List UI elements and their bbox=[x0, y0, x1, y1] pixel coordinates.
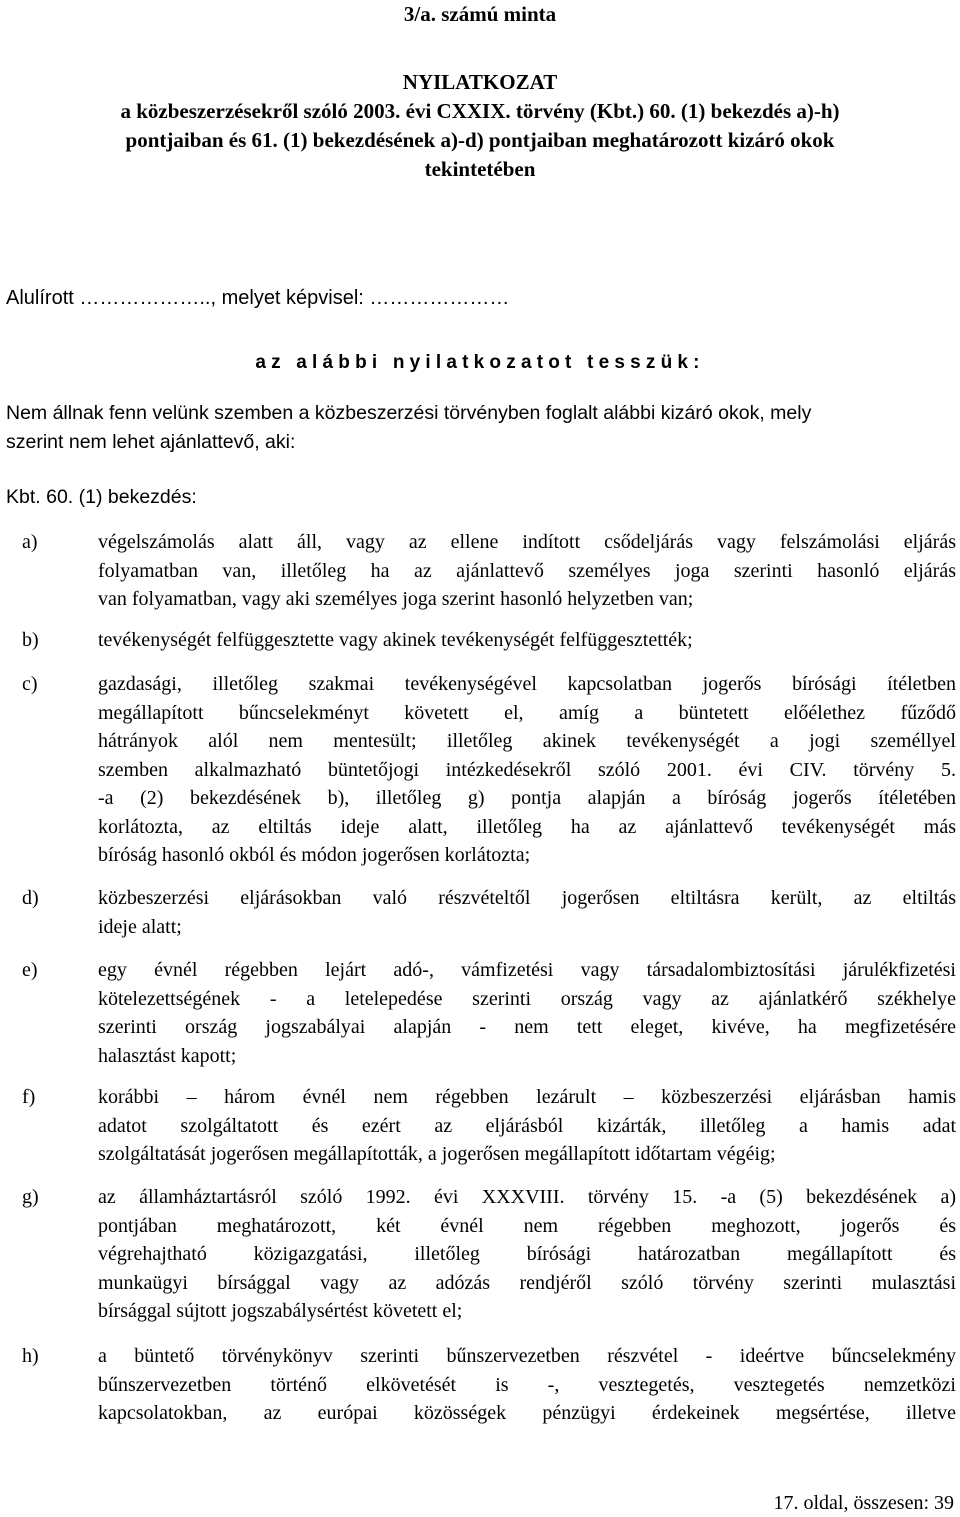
clause-line: ideje alatt; bbox=[98, 915, 182, 938]
clause-letter: g) bbox=[22, 1186, 39, 1208]
clause-line: hátrányok alól nem mentesült; illetőleg akinek tevékenységét a jogi személlyel bbox=[98, 730, 956, 752]
clause-line: bűnszervezetben történő elkövetését is -, vesztegetés, vesztegetés nemzetközi bbox=[98, 1373, 956, 1396]
clause-line: tevékenységét felfüggesztette vagy akinek tevékenységét felfüggesztették; bbox=[98, 629, 693, 651]
kbt-section-heading: Kbt. 60. (1) bekezdés: bbox=[6, 486, 197, 508]
clause-line: megállapított bűncselekményt követett el, amíg a büntetett előélethez fűződő bbox=[98, 701, 956, 724]
clause-letter: b) bbox=[22, 629, 39, 651]
clause-text bbox=[98, 1342, 956, 1428]
clause-line: bírsággal sújtott jogszabálysértést követett el; bbox=[98, 1300, 463, 1322]
intro-paragraph bbox=[6, 399, 954, 457]
clause-line: korábbi – három évnél nem régebben lezárult – közbeszerzési eljárásban hamis bbox=[98, 1086, 956, 1108]
title-line: pontjaiban és 61. (1) bekezdésének a)-d) pontjaiban meghatározott kizáró okok bbox=[125, 128, 835, 152]
clause-line: közbeszerzési eljárásokban való részvételtől jogerősen eltiltásra került, az eltiltás bbox=[98, 887, 956, 909]
clause-text bbox=[98, 1083, 956, 1169]
clause-line: halasztást kapott; bbox=[98, 1044, 237, 1067]
page-number-footer: 17. oldal, összesen: 39 bbox=[773, 1492, 954, 1514]
clause-line: folyamatban van, illetőleg ha az ajánlattevő személyes joga szerinti hasonló eljárás bbox=[98, 559, 956, 582]
title-line: a közbeszerzésekről szóló 2003. évi CXXIX. törvény (Kbt.) 60. (1) bekezdés a)-h) bbox=[120, 99, 840, 123]
clause-line: adatot szolgáltatott és ezért az eljárásból kizárták, illetőleg a hamis adat bbox=[98, 1114, 956, 1137]
clause-line: munkaügyi bírsággal vagy az adózás rendjéről szóló törvény szerinti mulasztási bbox=[98, 1271, 956, 1294]
clause-line: végelszámolás alatt áll, vagy az ellene indított csődeljárás vagy felszámolási eljárás bbox=[98, 531, 956, 553]
clause-line: kötelezettségének - a letelepedése szerinti ország vagy az ajánlatkérő székhelye bbox=[98, 987, 956, 1010]
declare-heading: az alábbi nyilatkozatot tesszük: bbox=[255, 352, 705, 373]
clause-line: szolgáltatását jogerősen megállapították, a jogerősen megállapított időtartam végéig; bbox=[98, 1143, 776, 1165]
signatory-line: Alulírott ……………….., melyet képvisel: ………………… bbox=[6, 287, 510, 309]
clause-line: egy évnél régebben lejárt adó-, vámfizetési vagy társadalombiztosítási járulékfizetési bbox=[98, 959, 956, 981]
clause-text bbox=[98, 884, 956, 941]
clause-line: -a (2) bekezdésének b), illetőleg g) pontja alapján a bíróság jogerős ítéletében bbox=[98, 787, 956, 809]
sample-label: 3/a. számú minta bbox=[403, 2, 557, 26]
intro-line: Nem állnak fenn velünk szemben a közbeszerzési törvényben foglalt alábbi kizáró okok, mely bbox=[6, 402, 812, 424]
clause-letter: d) bbox=[22, 887, 39, 909]
title-line: tekintetében bbox=[424, 157, 536, 181]
clause-line: van folyamatban, vagy aki személyes joga szerint hasonló helyzetben van; bbox=[98, 588, 694, 610]
clause-line: szemben alkalmazható büntetőjogi intézkedésekről szóló 2001. évi CIV. törvény 5. bbox=[98, 758, 956, 781]
clause-line: korlátozta, az eltiltás ideje alatt, illetőleg ha az ajánlattevő tevékenységét más bbox=[98, 815, 956, 838]
clause-letter: c) bbox=[22, 673, 38, 695]
clause-line: szerinti ország jogszabályai alapján - nem tett eleget, kivéve, ha megfizetésére bbox=[98, 1016, 956, 1038]
document-title bbox=[0, 68, 960, 184]
clause-text bbox=[98, 1183, 956, 1326]
clause-text bbox=[98, 956, 956, 1070]
title-line: NYILATKOZAT bbox=[402, 70, 558, 94]
intro-line: szerint nem lehet ajánlattevő, aki: bbox=[6, 431, 296, 453]
clause-letter: f) bbox=[22, 1086, 36, 1108]
clause-line: bíróság hasonló okból és módon jogerősen korlátozta; bbox=[98, 844, 531, 866]
clause-line: végrehajtható közigazgatási, illetőleg bírósági határozatban megállapított és bbox=[98, 1243, 956, 1265]
clause-line: kapcsolatokban, az európai közösségek pénzügyi érdekeinek megsértése, illetve bbox=[98, 1402, 956, 1424]
clause-letter: h) bbox=[22, 1345, 39, 1367]
clause-letter: a) bbox=[22, 531, 38, 553]
clause-letter: e) bbox=[22, 959, 38, 981]
clause-line: az államháztartásról szóló 1992. évi XXXVIII. törvény 15. -a (5) bekezdésének a) bbox=[98, 1186, 956, 1208]
clause-text bbox=[98, 626, 956, 655]
clause-text bbox=[98, 528, 956, 614]
clause-line: a büntető törvénykönyv szerinti bűnszervezetben részvétel - ideértve bűncselekmény bbox=[98, 1345, 956, 1367]
clause-line: pontjában meghatározott, két évnél nem régebben meghozott, jogerős és bbox=[98, 1214, 956, 1237]
clause-line: gazdasági, illetőleg szakmai tevékenységével kapcsolatban jogerős bírósági ítéletben bbox=[98, 673, 956, 695]
clause-text bbox=[98, 670, 956, 870]
